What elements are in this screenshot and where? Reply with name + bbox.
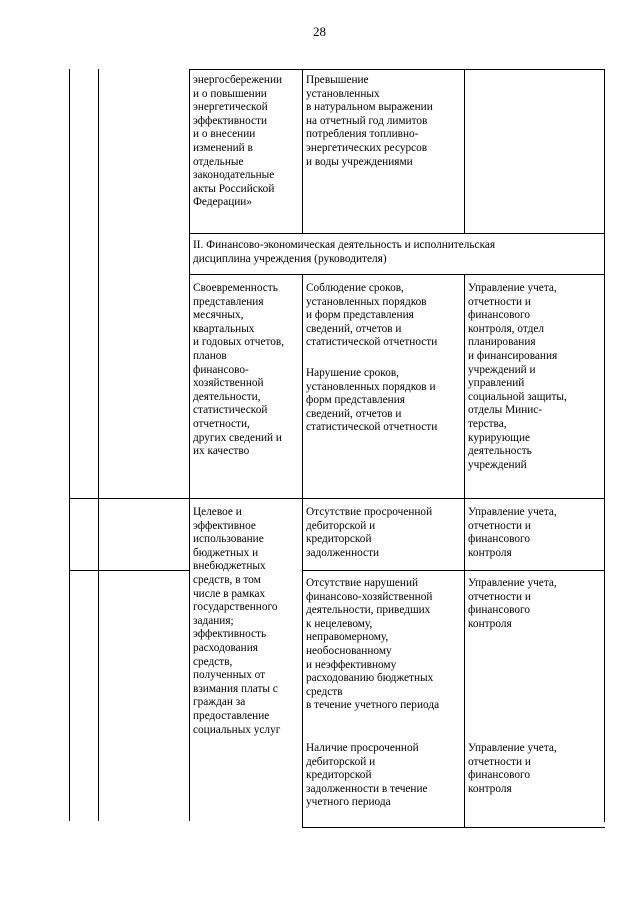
table-border-left [69,69,70,821]
indicator-no-violations: Отсутствие нарушений финансово-хозяйственной деятельности, приведших к нецелевому, неправомерному, необоснованному и неэффективному расходованию бюджетных средств в течение учетного периода [306,577,440,712]
responsible-no-violations: Управление учета, отчетности и финансового контроля [468,577,557,630]
responsible-reports: Управление учета, отчетности и финансового контроля, отдел планирования и финансирования учреждений и управлений социальной защиты, отделы Минис- терства, курирующие деятельность учреждений [468,282,567,471]
criterion-energy-saving: энергосбережении и о повышении энергетической эффективности и о внесении изменений в отдельные законодательные акты Российской Федерации» [193,74,283,209]
responsible-overdue-debt: Управление учета, отчетности и финансового контроля [468,742,557,795]
table-border-top [189,69,605,70]
row-divider-heading-bottom [189,274,605,275]
column-divider-4b [464,274,465,828]
row-divider-reports-bottom [69,498,605,499]
column-divider-4 [464,69,465,233]
table-border-right [604,69,605,822]
indicator-overdue-debt: Наличие просроченной дебиторской и кредиторской задолженности в течение учетного периода [306,742,428,809]
responsible-no-overdue-debt: Управление учета, отчетности и финансового контроля [468,506,557,559]
column-divider-3b [302,274,303,828]
column-divider-2 [189,69,190,821]
page-number: 28 [313,24,326,39]
row-divider-left-split [69,570,190,571]
column-divider-3 [302,69,303,233]
criterion-reports: Своевременность представления месячных, квартальных и годовых отчетов, планов финансово- хозяйственной деятельности, статистической отчетности, других сведений и их качество [193,282,285,458]
indicator-reports-violation: Нарушение сроков, установленных порядков и форм представления сведений, отчетов и статистической отчетности [306,367,438,434]
indicator-no-overdue-debt: Отсутствие просроченной дебиторской и кредиторской задолженности [306,506,433,559]
indicator-energy-limits: Превышение установленных в натуральном выражении на отчетный год лимитов потребления топливно- энергетических ресурсов и воды учреждениями [306,74,433,168]
row-divider-sub-a [302,570,605,571]
indicator-reports-compliance: Соблюдение сроков, установленных порядков и форм представления сведений, отчетов и статистической отчетности [306,282,438,349]
row-divider-heading-top [189,233,605,234]
criterion-funds: Целевое и эффективное использование бюджетных и внебюджетных средств, в том числе в рамках государственного задания; эффективность расходования средств, полученных от взимания платы с граждан за предоставление социальных услуг [193,506,281,736]
section-heading: II. Финансово-экономическая деятельность и исполнительская дисциплина учреждения (руководителя) [193,239,496,265]
table-border-bottom [302,827,605,828]
column-divider-1 [98,69,99,821]
